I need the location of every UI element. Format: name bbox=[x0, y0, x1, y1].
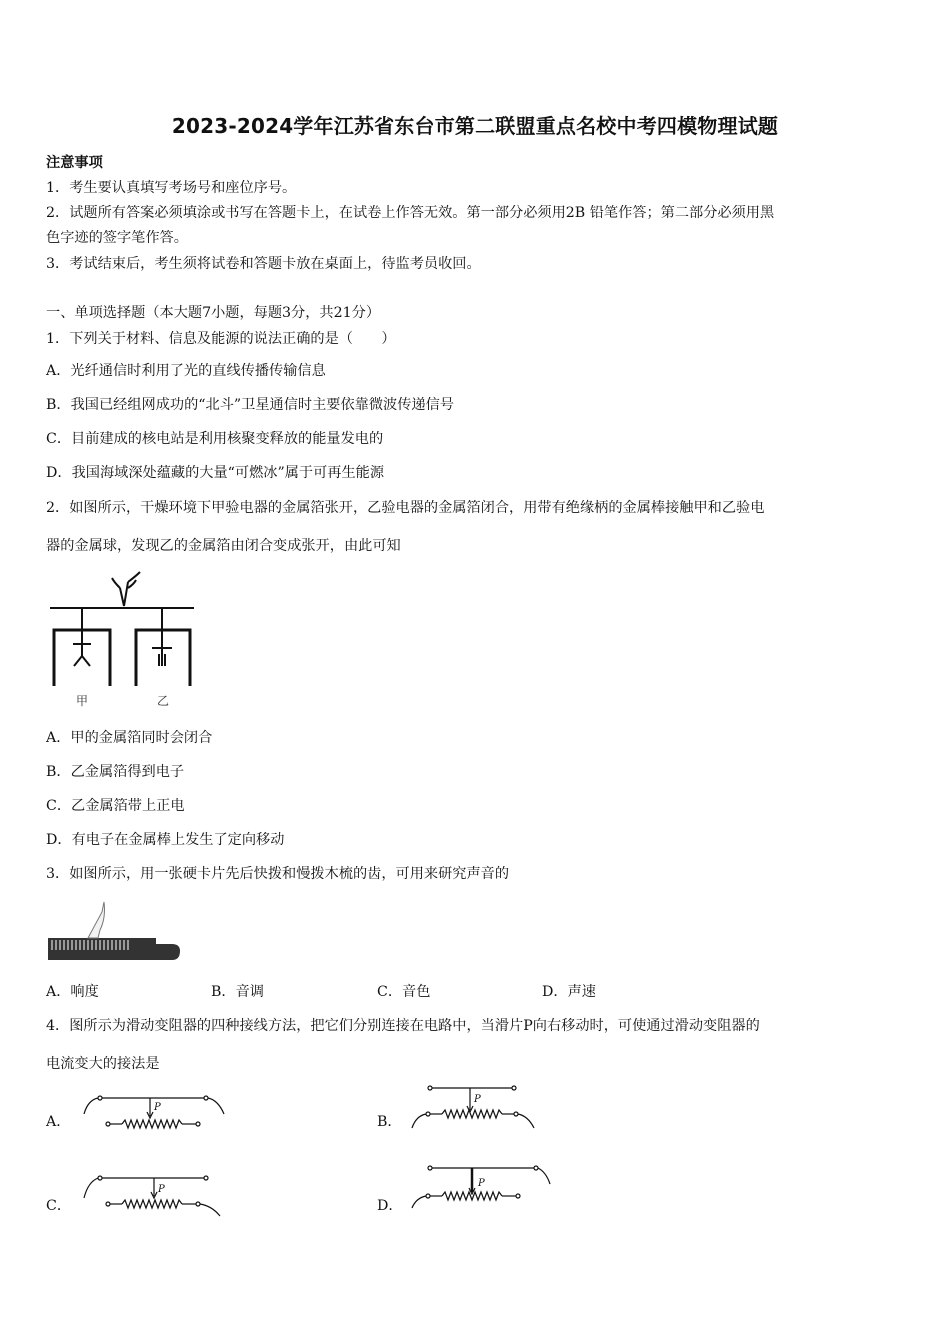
q4-option-b-label[interactable]: B． bbox=[377, 1114, 402, 1130]
label-yi: 乙 bbox=[157, 694, 170, 708]
q2-option-a[interactable]: A．甲的金属箔同时会闭合 bbox=[46, 730, 213, 746]
q1-option-a[interactable]: A．光纤通信时利用了光的直线传播传输信息 bbox=[46, 363, 326, 379]
rheostat-c[interactable] bbox=[82, 1168, 226, 1218]
question-1-stem: 1．下列关于材料、信息及能源的说法正确的是（ ） bbox=[46, 331, 396, 347]
notice-heading: 注意事项 bbox=[46, 155, 103, 171]
comb-figure bbox=[44, 898, 184, 966]
slider-p-label: P bbox=[474, 1094, 481, 1105]
q1-option-b[interactable]: B．我国已经组网成功的“北斗”卫星通信时主要依靠微波传递信号 bbox=[46, 397, 454, 413]
slider-p-label: P bbox=[478, 1178, 485, 1189]
label-jia: 甲 bbox=[76, 694, 89, 708]
q2-option-b[interactable]: B．乙金属箔得到电子 bbox=[46, 764, 185, 780]
notice-item: 1．考生要认真填写考场号和座位序号。 bbox=[46, 180, 297, 196]
question-2-stem: 2．如图所示，干燥环境下甲验电器的金属箔张开，乙验电器的金属箔闭合，用带有绝缘柄的金属棒接触甲和乙验电 bbox=[46, 500, 765, 516]
section-heading: 一、单项选择题（本大题7小题，每题3分，共21分） bbox=[46, 305, 381, 321]
q3-option-d[interactable]: D．声速 bbox=[542, 984, 596, 1000]
q1-option-d[interactable]: D．我国海域深处蕴藏的大量“可燃冰”属于可再生能源 bbox=[46, 465, 385, 481]
q4-option-a-label[interactable]: A． bbox=[46, 1114, 71, 1130]
slider-p-label: P bbox=[158, 1184, 165, 1195]
insulated-handle bbox=[112, 572, 140, 606]
q3-option-c[interactable]: C．音色 bbox=[377, 984, 431, 1000]
question-4-stem-cont: 电流变大的接法是 bbox=[46, 1056, 160, 1072]
question-4-stem: 4．图所示为滑动变阻器的四种接线方法，把它们分别连接在电路中，当滑片P向右移动时，可使通过滑动变阻器的 bbox=[46, 1018, 760, 1034]
leaves-open bbox=[74, 656, 90, 666]
notice-item: 2．试题所有答案必须填涂或书写在答题卡上，在试卷上作答无效。第一部分必须用2B 铅笔作答；第二部分必须用黑 bbox=[46, 205, 775, 221]
electroscope-figure bbox=[44, 568, 200, 710]
question-2-stem-cont: 器的金属球，发现乙的金属箔由闭合变成张开，由此可知 bbox=[46, 538, 401, 554]
q2-option-c[interactable]: C．乙金属箔带上正电 bbox=[46, 798, 185, 814]
notice-item: 3．考试结束后，考生须将试卷和答题卡放在桌面上，待监考员收回。 bbox=[46, 256, 481, 272]
rheostat-d[interactable] bbox=[408, 1160, 552, 1216]
q4-option-d-label[interactable]: D． bbox=[377, 1198, 403, 1214]
question-3-stem: 3．如图所示，用一张硬卡片先后快拨和慢拨木梳的齿，可用来研究声音的 bbox=[46, 866, 510, 882]
page-title: 2023-2024学年江苏省东台市第二联盟重点名校中考四模物理试题 bbox=[171, 114, 779, 138]
rheostat-a[interactable] bbox=[82, 1088, 226, 1134]
q3-option-b[interactable]: B．音调 bbox=[211, 984, 264, 1000]
notice-item: 色字迹的签字笔作答。 bbox=[46, 230, 188, 246]
slider-p-label: P bbox=[154, 1102, 161, 1113]
rheostat-b[interactable] bbox=[408, 1080, 538, 1136]
q4-option-c-label[interactable]: C． bbox=[46, 1198, 72, 1214]
q3-option-a[interactable]: A．响度 bbox=[46, 984, 99, 1000]
q2-option-d[interactable]: D．有电子在金属棒上发生了定向移动 bbox=[46, 832, 285, 848]
hard-card bbox=[88, 902, 105, 938]
q1-option-c[interactable]: C．目前建成的核电站是利用核聚变释放的能量发电的 bbox=[46, 431, 384, 447]
